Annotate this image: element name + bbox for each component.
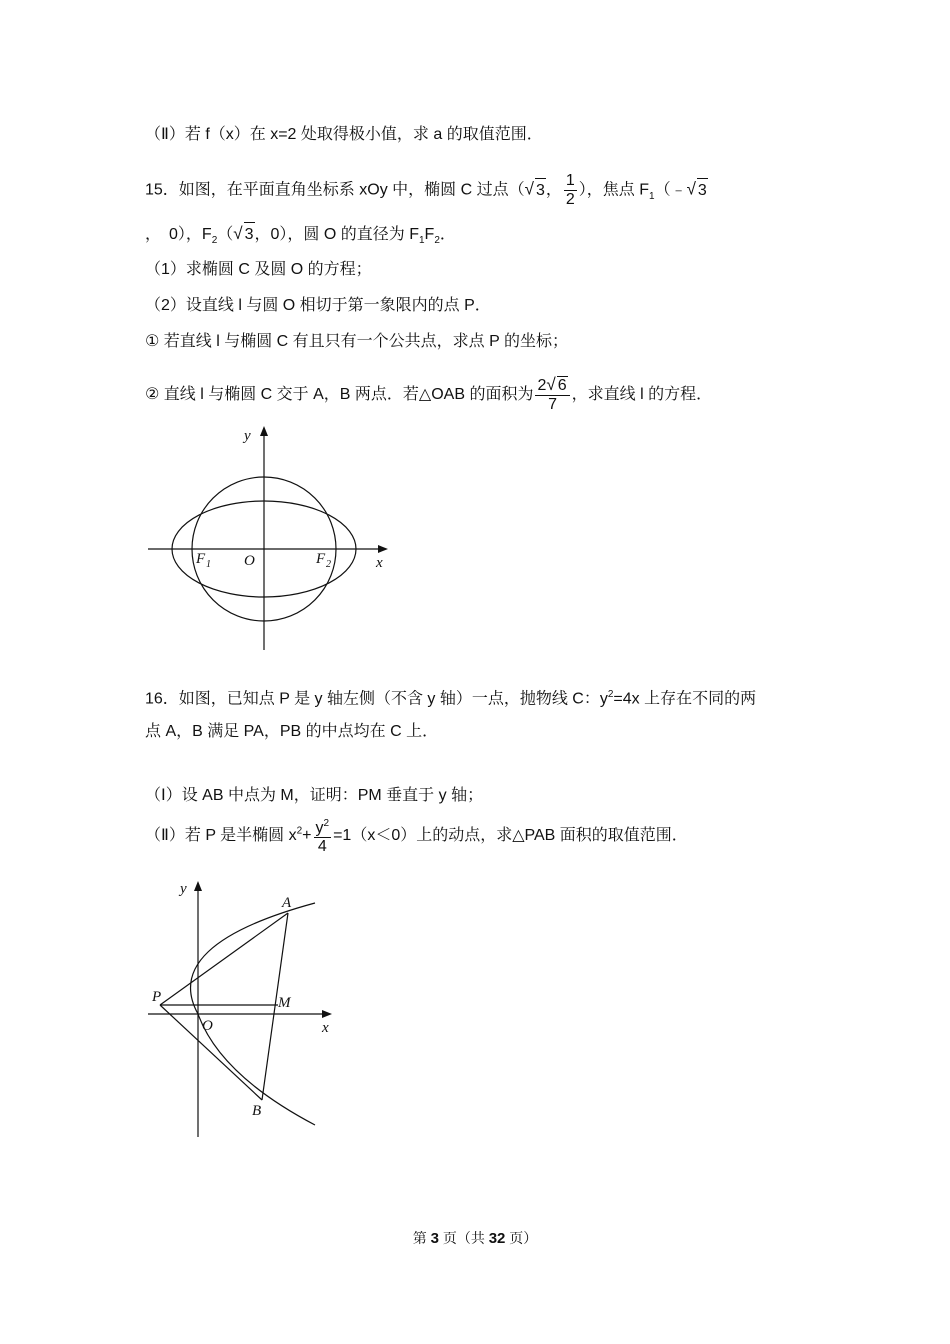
origin-label: O [244, 553, 255, 569]
q16-line1 [145, 683, 756, 711]
f2-label-sub: 2 [326, 559, 331, 570]
q15-line2-d: F [424, 226, 435, 243]
footer-post: 页） [505, 1230, 538, 1246]
x-axis-arrow [322, 1010, 332, 1018]
q15-area-fraction [535, 376, 569, 414]
a-label: A [282, 895, 292, 911]
q15-f1-sub-b: 1 [418, 235, 425, 247]
q16-line2: 点 A，B 满足 PA，PB 的中点均在 C 上． [145, 723, 439, 740]
q15-intro-a: 15．如图，在平面直角坐标系 xOy 中，椭圆 C 过点（ [145, 181, 525, 199]
q15-area-den: 7 [548, 396, 557, 413]
q15-sqrt3: 3 [535, 178, 546, 203]
q15-part2-1: ① 若直线 l 与椭圆 C 有且只有一个公共点，求点 P 的坐标； [145, 333, 568, 350]
q15-line2-c: ，0），圆 O 的直径为 F [254, 226, 419, 243]
q16-l1-b: =4x 上存在不同的两 [613, 690, 757, 708]
q15-part1: （1）求椭圆 C 及圆 O 的方程； [145, 261, 372, 278]
q15-area-rad: 6 [557, 377, 567, 394]
q14-part2: （Ⅱ）若 f（x）在 x=2 处取得极小值，求 a 的取值范围． [145, 126, 543, 143]
q15-sqrt3-b: 3 [697, 178, 708, 203]
q15-half-num: 1 [565, 172, 575, 189]
q16-part2 [145, 815, 688, 856]
p-label: P [152, 989, 162, 1005]
q15-half-fraction [564, 172, 577, 209]
q15-intro-b: ），焦点 F [578, 181, 649, 199]
sqrt-sign: √ [546, 375, 556, 394]
q16-p2-plus: + [302, 826, 312, 844]
q15-intro-c: （﹣ [654, 181, 687, 199]
sqrt-sign: √ [233, 224, 243, 243]
page-footer [0, 1228, 950, 1248]
q15-part2-2 [145, 376, 712, 414]
f1-label-sub: 1 [206, 559, 211, 570]
q16-l1-sup: 2 [607, 689, 614, 700]
q15-part2: （2）设直线 l 与圆 O 相切于第一象限内的点 P． [145, 297, 491, 314]
q16-frac-den: 4 [317, 838, 327, 856]
footer-mid: 页（共 [438, 1230, 489, 1246]
sqrt-sign: √ [686, 179, 696, 199]
q15-f2-sub-b: 2 [434, 235, 440, 247]
y-label: y [244, 428, 251, 444]
q16-frac-sup: 2 [323, 818, 330, 829]
m-label: M [278, 995, 291, 1011]
q16-part1: （Ⅰ）设 AB 中点为 M，证明：PM 垂直于 y 轴； [145, 787, 484, 804]
footer-pre: 第 [412, 1230, 431, 1246]
q16-frac-y: y [315, 819, 324, 837]
f2-label: F [316, 551, 326, 567]
q15-f2-sub: 2 [211, 235, 218, 247]
x-axis-arrow [378, 545, 388, 553]
q15-f1-sub: 1 [649, 190, 655, 202]
q15-area-num [535, 376, 569, 396]
q16-figure [140, 875, 350, 1145]
q15-p2-2a: ② 直线 l 与椭圆 C 交于 A，B 两点．若△OAB 的面积为 [145, 386, 534, 404]
q16-frac-num [314, 815, 332, 838]
x-label: x [322, 1020, 329, 1036]
q16-p2b: =1（x＜0）上的动点，求△PAB 面积的取值范围． [333, 826, 688, 844]
q15-half-den: 2 [565, 191, 575, 208]
b-label: B [252, 1103, 262, 1119]
q15-p2-2b: ，求直线 l 的方程． [571, 386, 713, 404]
y-axis-arrow [260, 426, 268, 436]
q15-line1 [145, 172, 708, 209]
q16-p2a: （Ⅱ）若 P 是半椭圆 x [145, 826, 297, 844]
q15-area-coef: 2 [537, 377, 547, 394]
f1-label: F [196, 551, 206, 567]
footer-total-pages: 32 [488, 1230, 506, 1247]
sqrt-sign: √ [524, 179, 534, 199]
q15-line2-b: （ [217, 226, 234, 243]
x-label: x [376, 555, 383, 571]
segment-pa [160, 913, 288, 1005]
q16-l1: 16．如图，已知点 P 是 y 轴左侧（不含 y 轴）一点，抛物线 C：y [145, 690, 608, 708]
q15-comma: ， [545, 181, 562, 199]
q15-line2-a: ， 0），F [145, 226, 212, 243]
y-label: y [180, 881, 187, 897]
q16-fraction [314, 815, 332, 856]
y-axis-arrow [194, 881, 202, 891]
q15-line2 [145, 222, 456, 253]
origin-label: O [202, 1018, 213, 1034]
q15-line2-e: ． [439, 226, 456, 243]
q15-figure [140, 420, 400, 660]
q15-sqrt3-c: 3 [244, 222, 255, 247]
footer-page-number: 3 [430, 1230, 439, 1247]
q16-p2-sup: 2 [296, 825, 303, 837]
